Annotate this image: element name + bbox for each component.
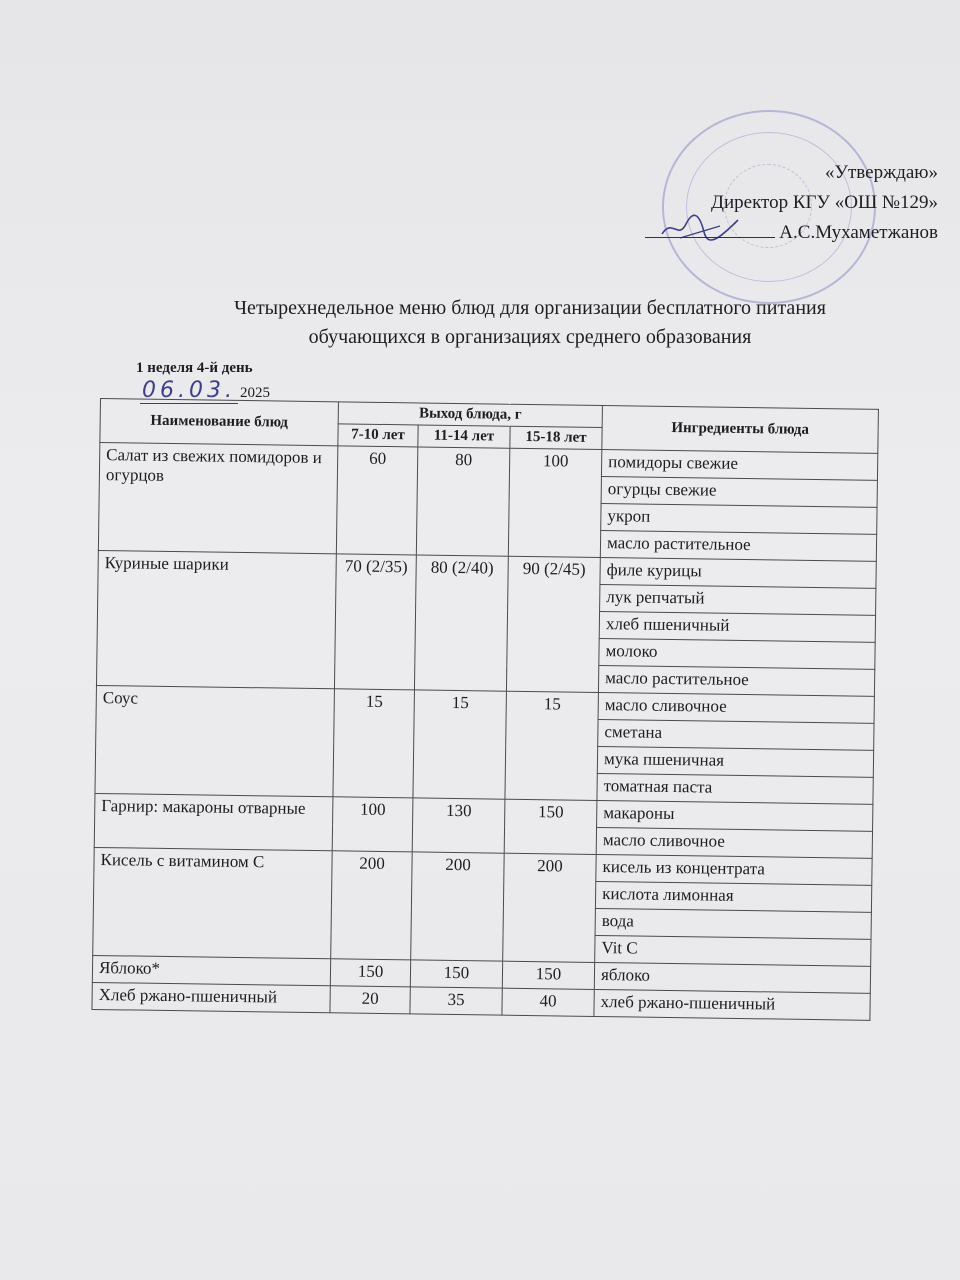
header-age-11-14: 11-14 лет bbox=[418, 425, 510, 448]
director-name: А.С.Мухаметжанов bbox=[779, 222, 938, 243]
title-line-2: обучающихся в организациях среднего образования bbox=[308, 326, 752, 348]
handwritten-date: 06.03. bbox=[142, 378, 236, 403]
ingredient: укроп bbox=[601, 504, 877, 535]
portion-age-1: 200 bbox=[331, 851, 413, 960]
ingredient: масло растительное bbox=[598, 665, 874, 696]
portion-age-3: 100 bbox=[508, 448, 602, 557]
title-line-1: Четырехнедельное меню блюд для организации бесплатного питания bbox=[234, 297, 826, 319]
ingredient: филе курицы bbox=[600, 558, 876, 589]
header-ingredients: Ингредиенты блюда bbox=[602, 406, 879, 454]
ingredient: молоко bbox=[599, 638, 875, 669]
ingredient: сметана bbox=[598, 719, 874, 750]
ingredient: масло растительное bbox=[600, 531, 876, 562]
portion-age-3: 90 (2/45) bbox=[506, 556, 600, 692]
ingredient: огурцы свежие bbox=[601, 477, 877, 508]
ingredient: макароны bbox=[597, 800, 873, 831]
approval-block bbox=[645, 158, 938, 248]
portion-age-1: 60 bbox=[336, 446, 418, 555]
portion-age-1: 100 bbox=[332, 797, 413, 852]
menu-table-body bbox=[92, 443, 878, 1021]
approval-line-1: «Утверждаю» bbox=[825, 162, 938, 183]
ingredient: Vit C bbox=[595, 935, 871, 966]
ingredient: помидоры свежие bbox=[601, 450, 877, 481]
ingredient: вода bbox=[595, 908, 871, 939]
week-day-label: 1 неделя 4-й день bbox=[136, 360, 253, 376]
ingredient: хлеб ржано-пшеничный bbox=[594, 989, 870, 1020]
approval-line-3 bbox=[645, 218, 938, 248]
header-age-7-10: 7-10 лет bbox=[338, 424, 418, 447]
document-title bbox=[130, 294, 930, 352]
portion-age-3: 150 bbox=[504, 799, 597, 854]
header-age-15-18: 15-18 лет bbox=[510, 426, 602, 449]
ingredient: хлеб пшеничный bbox=[599, 611, 875, 642]
portion-age-1: 70 (2/35) bbox=[334, 554, 416, 690]
ingredient: лук репчатый bbox=[600, 584, 876, 615]
portion-age-1: 150 bbox=[330, 959, 410, 987]
portion-age-2: 130 bbox=[412, 798, 505, 853]
dish-name: Куриные шарики bbox=[96, 550, 336, 688]
portion-age-3: 200 bbox=[503, 853, 597, 962]
header-dish: Наименование блюд bbox=[100, 399, 339, 446]
approval-line-2: Директор КГУ «ОШ №129» bbox=[711, 192, 938, 213]
dish-name: Яблоко* bbox=[92, 955, 330, 985]
portion-age-3: 15 bbox=[505, 691, 599, 800]
dish-name: Гарнир: макароны отварные bbox=[94, 793, 333, 850]
portion-age-3: 40 bbox=[502, 988, 594, 1016]
ingredient: кисель из концентрата bbox=[596, 854, 872, 885]
ingredient: масло сливочное bbox=[596, 827, 872, 858]
ingredient: томатная паста bbox=[597, 773, 873, 804]
portion-age-2: 200 bbox=[411, 852, 504, 961]
portion-age-1: 20 bbox=[330, 986, 410, 1014]
portion-age-2: 15 bbox=[413, 690, 506, 799]
portion-age-2: 150 bbox=[410, 960, 502, 988]
menu-table bbox=[91, 398, 878, 1021]
ingredient: яблоко bbox=[594, 962, 870, 993]
dish-name: Соус bbox=[95, 685, 334, 796]
dish-name: Кисель с витамином С bbox=[93, 847, 332, 958]
header-output: Выход блюда, г bbox=[338, 402, 602, 428]
ingredient: кислота лимонная bbox=[595, 881, 871, 912]
ingredient: масло сливочное bbox=[598, 692, 874, 723]
ingredient: мука пшеничная bbox=[597, 746, 873, 777]
signature-line bbox=[645, 237, 775, 238]
portion-age-3: 150 bbox=[502, 961, 594, 989]
dish-name: Салат из свежих помидоров и огурцов bbox=[98, 443, 337, 554]
portion-age-1: 15 bbox=[333, 689, 415, 798]
portion-age-2: 35 bbox=[410, 987, 502, 1015]
date-year: 2025 bbox=[239, 385, 270, 401]
portion-age-2: 80 (2/40) bbox=[414, 555, 508, 691]
portion-age-2: 80 bbox=[416, 447, 509, 556]
dish-name: Хлеб ржано-пшеничный bbox=[92, 982, 330, 1012]
